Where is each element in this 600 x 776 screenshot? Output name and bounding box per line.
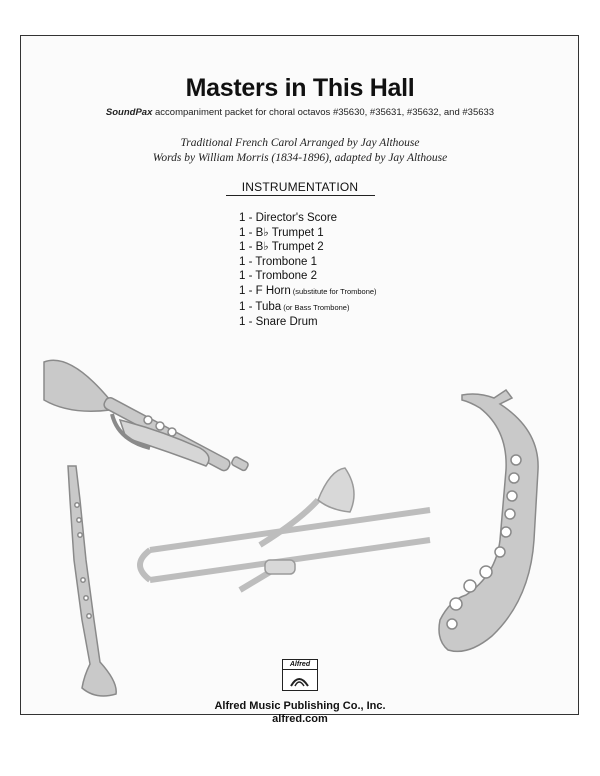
publisher-website[interactable]: alfred.com — [272, 713, 328, 725]
logo-mark-icon — [283, 670, 316, 690]
trumpet-icon — [44, 360, 249, 472]
item-note: (or Bass Trombone) — [283, 302, 350, 312]
item-text: 1 - B♭ Trumpet 1 — [239, 226, 324, 239]
saxophone-icon — [439, 390, 538, 651]
lyricist-credit: Words by William Morris (1834-1896), adapted by Jay Althouse — [152, 152, 448, 164]
item-note: (substitute for Trombone) — [292, 286, 377, 296]
publisher-name: Alfred Music Publishing Co., Inc. — [214, 700, 386, 712]
item-text: 1 - Director's Score — [239, 212, 338, 224]
item-text: 1 - Snare Drum — [239, 316, 318, 329]
clarinet-icon — [68, 466, 116, 696]
item-text: 1 - Trombone 1 — [239, 255, 317, 268]
trombone-icon — [140, 468, 430, 590]
item-text: 1 - B♭ Trumpet 2 — [239, 241, 324, 254]
subtitle-text: accompaniment packet for choral octavos #35630, #35631, #35632, and #35633 — [152, 107, 495, 118]
instrumentation-heading: INSTRUMENTATION — [241, 180, 359, 194]
arranger-credit: Traditional French Carol Arranged by Jay Althouse — [180, 137, 420, 149]
item-text: 1 - F Horn — [239, 284, 291, 297]
publisher-logo — [282, 659, 318, 691]
item-text: 1 - Tuba — [239, 300, 282, 313]
brand-name: SoundPax — [105, 107, 153, 118]
item-text: 1 - Trombone 2 — [239, 270, 317, 283]
page-title: Masters in This Hall — [185, 74, 415, 102]
logo-wordmark: Alfred — [283, 660, 317, 670]
